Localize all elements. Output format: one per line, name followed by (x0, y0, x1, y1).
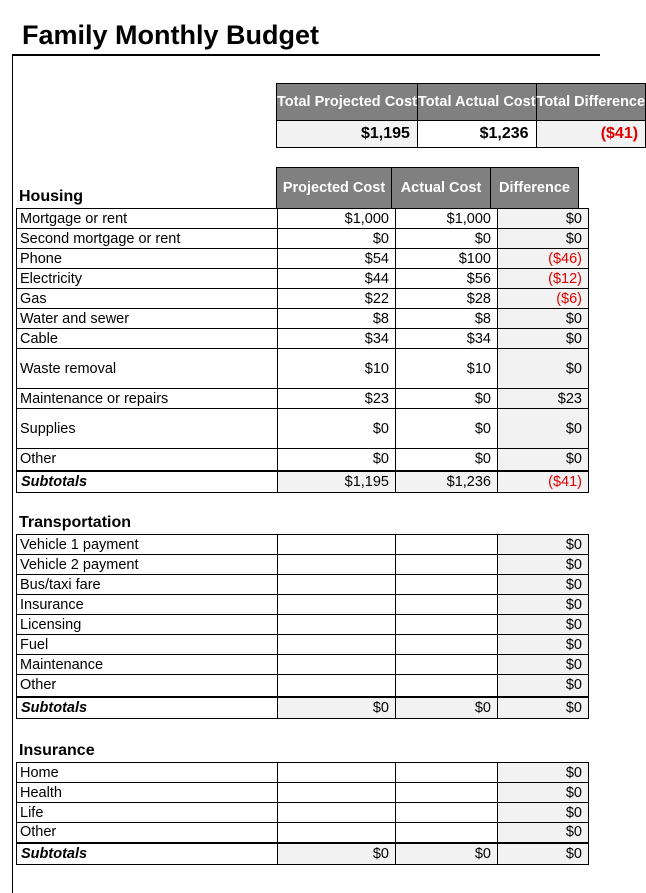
row-label[interactable]: Maintenance or repairs (17, 389, 278, 409)
page-title: Family Monthly Budget (22, 20, 319, 50)
actual-cell[interactable]: $100 (396, 249, 498, 269)
subtotal-actual[interactable]: $0 (396, 697, 498, 719)
actual-cell[interactable]: $56 (396, 269, 498, 289)
difference-cell[interactable]: $0 (498, 655, 589, 675)
table-row (17, 269, 589, 289)
projected-cell[interactable] (278, 635, 396, 655)
difference-cell[interactable]: $0 (498, 615, 589, 635)
row-label[interactable]: Insurance (17, 595, 278, 615)
difference-cell[interactable]: $0 (498, 535, 589, 555)
row-label[interactable]: Supplies (17, 409, 278, 449)
subtotal-projected[interactable]: $0 (278, 843, 396, 865)
projected-cell[interactable] (278, 763, 396, 783)
projected-cell[interactable] (278, 783, 396, 803)
actual-cell[interactable] (396, 675, 498, 697)
subtotal-row (17, 471, 589, 493)
table-row (17, 803, 589, 823)
projected-cell[interactable] (278, 535, 396, 555)
actual-cell[interactable] (396, 595, 498, 615)
summary-table (276, 83, 646, 148)
actual-cell[interactable] (396, 575, 498, 595)
projected-cell[interactable] (278, 615, 396, 635)
row-label[interactable]: Other (17, 675, 278, 697)
column-header-projected: Projected Cost (277, 168, 392, 209)
row-label[interactable]: Phone (17, 249, 278, 269)
table-row (17, 289, 589, 309)
difference-cell[interactable]: $0 (498, 309, 589, 329)
difference-cell[interactable]: $0 (498, 409, 589, 449)
projected-cell[interactable] (278, 675, 396, 697)
difference-cell[interactable]: ($6) (498, 289, 589, 309)
difference-cell[interactable]: ($46) (498, 249, 589, 269)
row-label[interactable]: Mortgage or rent (17, 209, 278, 229)
difference-cell[interactable]: $0 (498, 209, 589, 229)
table-row (17, 349, 589, 389)
row-label[interactable]: Bus/taxi fare (17, 575, 278, 595)
table-row (17, 329, 589, 349)
actual-cell[interactable] (396, 655, 498, 675)
subtotal-difference[interactable]: $0 (498, 697, 589, 719)
row-label[interactable]: Second mortgage or rent (17, 229, 278, 249)
row-label[interactable]: Other (17, 823, 278, 843)
projected-cell[interactable]: $8 (278, 309, 396, 329)
row-label[interactable]: Other (17, 449, 278, 471)
projected-cell[interactable] (278, 575, 396, 595)
housing-table (16, 208, 589, 493)
row-label[interactable]: Vehicle 1 payment (17, 535, 278, 555)
actual-cell[interactable]: $0 (396, 449, 498, 471)
section-title-housing: Housing (19, 188, 83, 205)
table-row (17, 595, 589, 615)
actual-cell[interactable]: $1,000 (396, 209, 498, 229)
subtotal-label: Subtotals (17, 471, 278, 493)
row-label[interactable]: Fuel (17, 635, 278, 655)
row-label[interactable]: Licensing (17, 615, 278, 635)
difference-cell[interactable]: $0 (498, 635, 589, 655)
table-row (17, 783, 589, 803)
subtotal-row (17, 843, 589, 865)
table-row (17, 449, 589, 471)
summary-difference-value[interactable]: ($41) (536, 121, 646, 148)
actual-cell[interactable] (396, 823, 498, 843)
subtotal-label: Subtotals (17, 843, 278, 865)
projected-cell[interactable]: $1,000 (278, 209, 396, 229)
actual-cell[interactable]: $0 (396, 409, 498, 449)
actual-cell[interactable]: $0 (396, 389, 498, 409)
table-row (17, 309, 589, 329)
row-label[interactable]: Home (17, 763, 278, 783)
sheet-left-border (12, 56, 13, 893)
projected-cell[interactable] (278, 655, 396, 675)
row-label[interactable]: Waste removal (17, 349, 278, 389)
row-label[interactable]: Gas (17, 289, 278, 309)
actual-cell[interactable] (396, 535, 498, 555)
table-row (17, 389, 589, 409)
table-row (17, 615, 589, 635)
projected-cell[interactable] (278, 595, 396, 615)
table-row (17, 249, 589, 269)
column-header-table (276, 167, 579, 209)
projected-cell[interactable]: $54 (278, 249, 396, 269)
summary-actual-value[interactable]: $1,236 (417, 121, 536, 148)
subtotal-projected[interactable]: $1,195 (278, 471, 396, 493)
actual-cell[interactable]: $34 (396, 329, 498, 349)
actual-cell[interactable] (396, 763, 498, 783)
column-header-actual: Actual Cost (392, 168, 491, 209)
subtotal-projected[interactable]: $0 (278, 697, 396, 719)
difference-cell[interactable]: $0 (498, 803, 589, 823)
table-row (17, 763, 589, 783)
projected-cell[interactable]: $0 (278, 229, 396, 249)
actual-cell[interactable] (396, 803, 498, 823)
section-title-insurance: Insurance (19, 742, 95, 759)
difference-cell[interactable]: $0 (498, 595, 589, 615)
projected-cell[interactable] (278, 823, 396, 843)
summary-projected-value[interactable]: $1,195 (277, 121, 418, 148)
actual-cell[interactable] (396, 555, 498, 575)
table-row (17, 823, 589, 843)
projected-cell[interactable] (278, 803, 396, 823)
table-row (17, 229, 589, 249)
actual-cell[interactable]: $0 (396, 229, 498, 249)
projected-cell[interactable]: $0 (278, 449, 396, 471)
projected-cell[interactable]: $22 (278, 289, 396, 309)
table-row (17, 535, 589, 555)
summary-header-actual: Total Actual Cost (417, 84, 536, 121)
difference-cell[interactable]: $0 (498, 555, 589, 575)
projected-cell[interactable]: $23 (278, 389, 396, 409)
difference-cell[interactable]: $0 (498, 329, 589, 349)
difference-cell[interactable]: $0 (498, 349, 589, 389)
difference-cell[interactable]: $0 (498, 575, 589, 595)
difference-cell[interactable]: $0 (498, 229, 589, 249)
row-label[interactable]: Health (17, 783, 278, 803)
table-row (17, 555, 589, 575)
projected-cell[interactable]: $0 (278, 409, 396, 449)
actual-cell[interactable] (396, 615, 498, 635)
projected-cell[interactable]: $44 (278, 269, 396, 289)
actual-cell[interactable] (396, 635, 498, 655)
difference-cell[interactable]: $0 (498, 823, 589, 843)
insurance-table (16, 762, 589, 865)
section-title-transportation: Transportation (19, 514, 132, 531)
difference-cell[interactable]: ($12) (498, 269, 589, 289)
actual-cell[interactable] (396, 783, 498, 803)
table-row (17, 409, 589, 449)
table-row (17, 575, 589, 595)
table-row (17, 655, 589, 675)
table-row (17, 635, 589, 655)
summary-header-projected: Total Projected Cost (277, 84, 418, 121)
row-label[interactable]: Cable (17, 329, 278, 349)
projected-cell[interactable]: $10 (278, 349, 396, 389)
subtotal-actual[interactable]: $1,236 (396, 471, 498, 493)
transportation-table (16, 534, 589, 719)
row-label[interactable]: Water and sewer (17, 309, 278, 329)
summary-header-difference: Total Difference (536, 84, 646, 121)
row-label[interactable]: Vehicle 2 payment (17, 555, 278, 575)
table-row (17, 209, 589, 229)
subtotal-difference[interactable]: ($41) (498, 471, 589, 493)
subtotal-difference[interactable]: $0 (498, 843, 589, 865)
difference-cell[interactable]: $23 (498, 389, 589, 409)
actual-cell[interactable]: $28 (396, 289, 498, 309)
difference-cell[interactable]: $0 (498, 449, 589, 471)
actual-cell[interactable]: $8 (396, 309, 498, 329)
row-label[interactable]: Maintenance (17, 655, 278, 675)
column-header-difference: Difference (491, 168, 579, 209)
difference-cell[interactable]: $0 (498, 763, 589, 783)
title-underline (12, 54, 600, 56)
row-label[interactable]: Life (17, 803, 278, 823)
subtotal-actual[interactable]: $0 (396, 843, 498, 865)
difference-cell[interactable]: $0 (498, 675, 589, 697)
subtotal-label: Subtotals (17, 697, 278, 719)
actual-cell[interactable]: $10 (396, 349, 498, 389)
difference-cell[interactable]: $0 (498, 783, 589, 803)
row-label[interactable]: Electricity (17, 269, 278, 289)
projected-cell[interactable]: $34 (278, 329, 396, 349)
subtotal-row (17, 697, 589, 719)
table-row (17, 675, 589, 697)
projected-cell[interactable] (278, 555, 396, 575)
